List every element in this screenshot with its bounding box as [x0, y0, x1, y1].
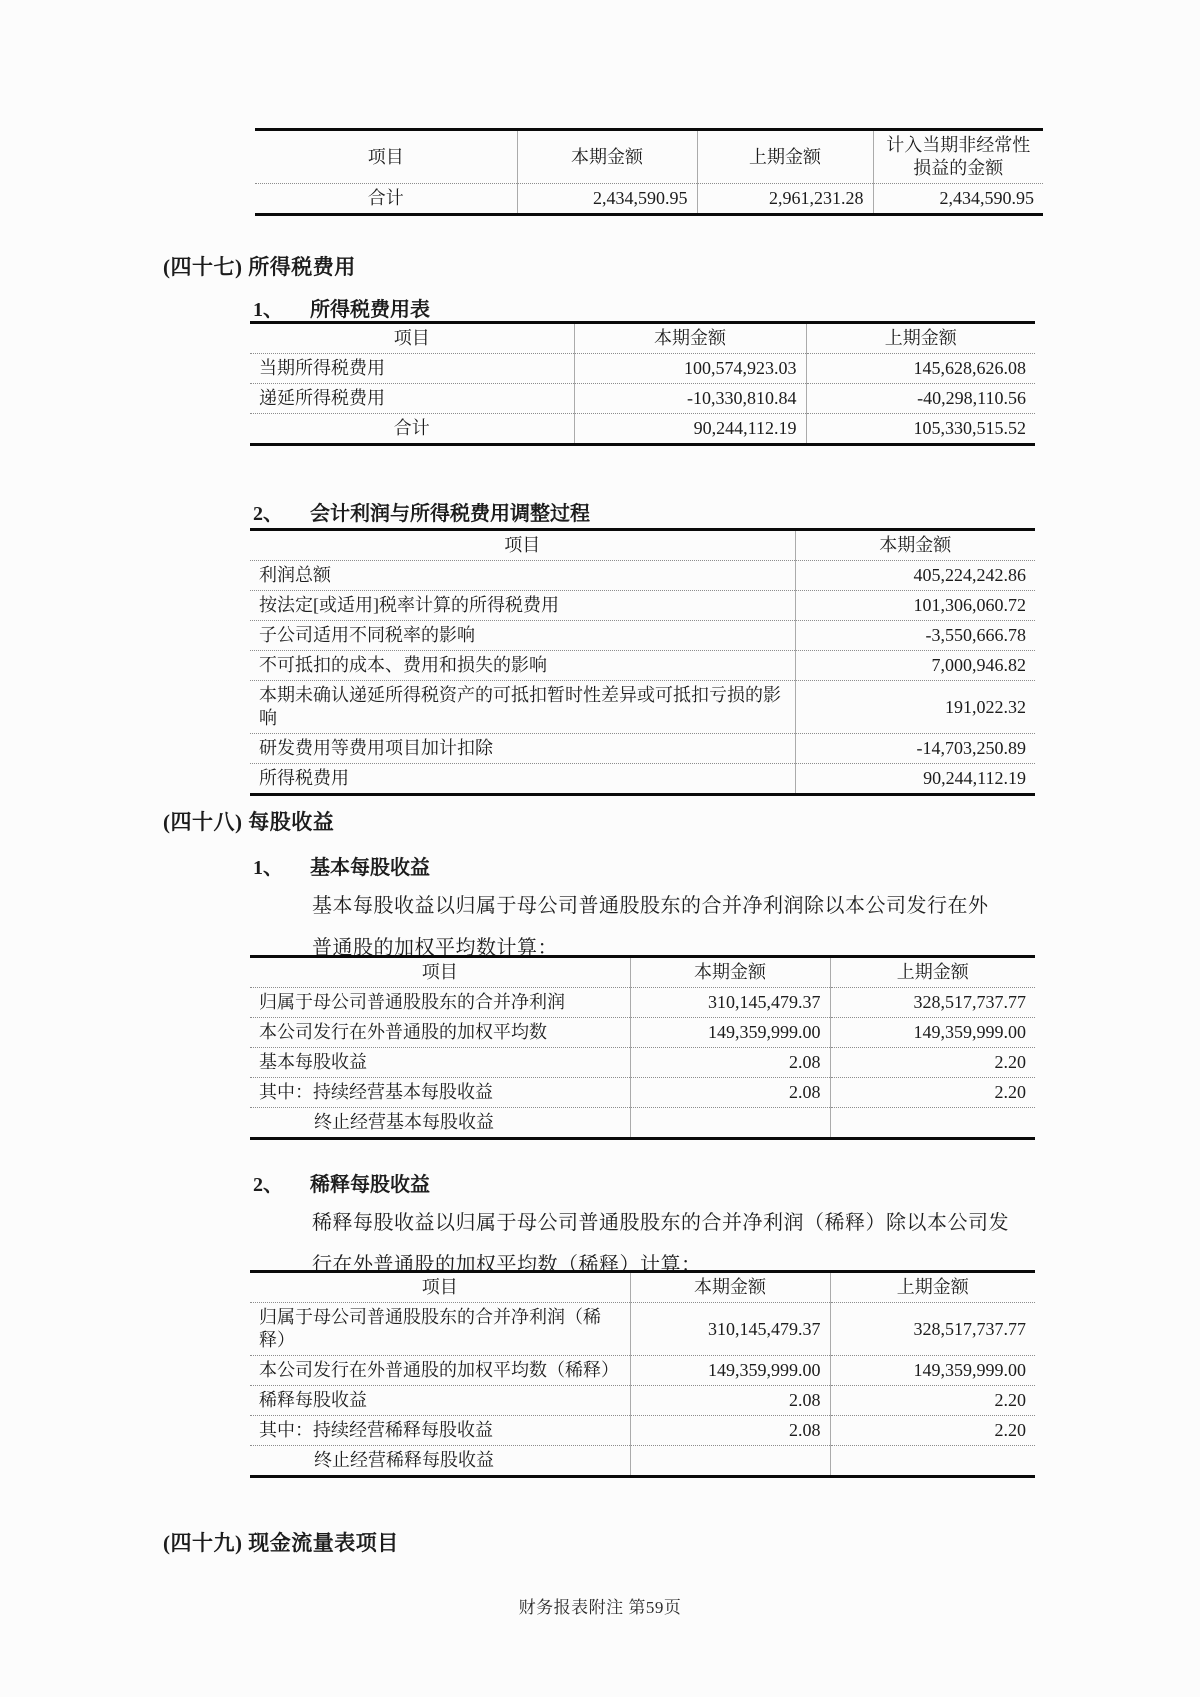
table-row — [250, 414, 1035, 445]
table-cell: 7,000,946.82 — [795, 651, 1035, 681]
table-body — [250, 1303, 1035, 1477]
table-cell: 研发费用等费用项目加计扣除 — [250, 734, 795, 764]
table-row — [250, 561, 1035, 591]
paragraph-line: 稀释每股收益以归属于母公司普通股股东的合并净利润（稀释）除以本公司发 — [312, 1212, 1009, 1234]
paragraph-line: 普通股的加权平均数计算： — [312, 937, 558, 959]
table-body — [250, 354, 1035, 445]
table-cell: 328,517,737.77 — [830, 988, 1035, 1018]
table-cell: 利润总额 — [250, 561, 795, 591]
table-cell: 310,145,479.37 — [630, 1303, 830, 1356]
table-cell: 按法定[或适用]税率计算的所得税费用 — [250, 591, 795, 621]
section-47-sub1-heading — [253, 293, 430, 322]
table-row — [250, 1356, 1035, 1386]
section-48-heading: (四十八) 每股收益 — [163, 810, 335, 834]
table-header-row — [250, 530, 1035, 561]
section-47-heading: (四十七) 所得税费用 — [163, 255, 356, 279]
subsection-number: 1、 — [253, 299, 283, 321]
column-header: 本期金额 — [574, 323, 806, 354]
table-cell — [830, 1446, 1035, 1477]
table-cell — [830, 1108, 1035, 1139]
table-cell: 310,145,479.37 — [630, 988, 830, 1018]
table-cell: 405,224,242.86 — [795, 561, 1035, 591]
table-cell: 当期所得税费用 — [250, 354, 574, 384]
column-header: 项目 — [393, 328, 430, 348]
table-cell: 不可抵扣的成本、费用和损失的影响 — [250, 651, 795, 681]
table-row — [250, 384, 1035, 414]
table-row — [250, 957, 1035, 988]
table-cell: 149,359,999.00 — [630, 1018, 830, 1048]
table-row — [250, 621, 1035, 651]
column-header: 项目 — [367, 146, 404, 167]
table-cell: 328,517,737.77 — [830, 1303, 1035, 1356]
table-cell: 149,359,999.00 — [830, 1018, 1035, 1048]
table-cell: 2,961,231.28 — [697, 184, 873, 215]
table-cell: 101,306,060.72 — [795, 591, 1035, 621]
column-header: 上期金额 — [806, 323, 1035, 354]
table-cell: 149,359,999.00 — [830, 1356, 1035, 1386]
column-header: 上期金额 — [830, 1272, 1035, 1303]
table-cell: 149,359,999.00 — [630, 1356, 830, 1386]
tax-reconciliation-table — [250, 528, 1035, 796]
table-cell: 基本每股收益 — [250, 1048, 630, 1078]
table-cell: 其中：持续经营稀释每股收益 — [250, 1416, 630, 1446]
table-cell: 191,022.32 — [795, 681, 1035, 734]
table-cell: 105,330,515.52 — [806, 414, 1035, 445]
table-cell: -3,550,666.78 — [795, 621, 1035, 651]
table-row — [250, 1108, 1035, 1139]
table-cell: 2.20 — [830, 1416, 1035, 1446]
table-cell: 合计 — [250, 414, 574, 445]
column-header: 项目 — [421, 962, 458, 982]
table-row — [250, 1272, 1035, 1303]
table-cell: 2.08 — [630, 1416, 830, 1446]
table-cell: 归属于母公司普通股股东的合并净利润（稀释） — [250, 1303, 630, 1356]
section-47-sub2-heading — [253, 497, 590, 526]
column-header: 项目 — [421, 1277, 458, 1297]
table-cell: 子公司适用不同税率的影响 — [250, 621, 795, 651]
subsection-number: 2、 — [253, 503, 283, 525]
table-header-row — [250, 957, 1035, 988]
table-cell: 所得税费用 — [250, 764, 795, 795]
table-header-row — [250, 1272, 1035, 1303]
table-cell: 100,574,923.03 — [574, 354, 806, 384]
table-cell: 145,628,626.08 — [806, 354, 1035, 384]
table-cell: 本公司发行在外普通股的加权平均数（稀释） — [250, 1356, 630, 1386]
subsection-number: 2、 — [253, 1174, 283, 1196]
table-cell: 90,244,112.19 — [795, 764, 1035, 795]
table-body — [250, 988, 1035, 1139]
table-cell: 2,434,590.95 — [517, 184, 697, 215]
table-row — [250, 1416, 1035, 1446]
table-cell: 归属于母公司普通股股东的合并净利润 — [250, 988, 630, 1018]
table-cell: 本公司发行在外普通股的加权平均数 — [250, 1018, 630, 1048]
subsection-title: 稀释每股收益 — [310, 1174, 430, 1196]
table-row — [250, 1018, 1035, 1048]
table-row — [250, 1303, 1035, 1356]
page-footer: 财务报表附注 第59页 — [518, 1598, 682, 1617]
table-row — [250, 1446, 1035, 1477]
table-row — [255, 184, 1043, 215]
table-header-row — [255, 130, 1043, 184]
table-body — [250, 561, 1035, 795]
subsection-title: 会计利润与所得税费用调整过程 — [310, 503, 590, 525]
table-cell: 90,244,112.19 — [574, 414, 806, 445]
nonrecurring-gains-table — [255, 128, 1043, 216]
table-cell: 终止经营基本每股收益 — [250, 1108, 630, 1139]
column-header: 本期金额 — [630, 1272, 830, 1303]
column-header: 本期金额 — [517, 130, 697, 184]
table-cell: 其中：持续经营基本每股收益 — [250, 1078, 630, 1108]
paragraph-line: 基本每股收益以归属于母公司普通股股东的合并净利润除以本公司发行在外 — [312, 895, 989, 917]
table-row — [250, 988, 1035, 1018]
table-cell: 2.08 — [630, 1048, 830, 1078]
paragraph-line: 行在外普通股的加权平均数（稀释）计算： — [312, 1254, 702, 1276]
table-row — [250, 1048, 1035, 1078]
table-cell: 2.08 — [630, 1386, 830, 1416]
table-cell: 2.20 — [830, 1386, 1035, 1416]
table-row — [250, 591, 1035, 621]
table-cell: 递延所得税费用 — [250, 384, 574, 414]
section-48-sub2-heading — [253, 1168, 430, 1197]
subsection-number: 1、 — [253, 857, 283, 879]
table-row — [250, 354, 1035, 384]
column-header: 项目 — [504, 535, 541, 555]
subsection-title: 所得税费用表 — [310, 299, 430, 321]
column-header: 本期金额 — [630, 957, 830, 988]
section-48-sub1-heading — [253, 851, 430, 880]
column-header: 计入当期非经常性损益的金额 — [873, 130, 1043, 184]
table-row — [255, 130, 1043, 184]
table-cell: 2.20 — [830, 1078, 1035, 1108]
table-header-row — [250, 323, 1035, 354]
table-cell: 稀释每股收益 — [250, 1386, 630, 1416]
table-cell: 合计 — [255, 184, 517, 215]
table-cell: 本期未确认递延所得税资产的可抵扣暂时性差异或可抵扣亏损的影响 — [250, 681, 795, 734]
table-cell — [630, 1446, 830, 1477]
diluted-eps-table — [250, 1270, 1035, 1478]
column-header: 上期金额 — [697, 130, 873, 184]
table-cell: -40,298,110.56 — [806, 384, 1035, 414]
basic-eps-table — [250, 955, 1035, 1140]
table-row — [250, 764, 1035, 795]
table-cell: 2,434,590.95 — [873, 184, 1043, 215]
table-row — [250, 681, 1035, 734]
table-cell: -10,330,810.84 — [574, 384, 806, 414]
table-cell: 2.08 — [630, 1078, 830, 1108]
subsection-title: 基本每股收益 — [310, 857, 430, 879]
table-body — [255, 184, 1043, 215]
table-row — [250, 530, 1035, 561]
column-header: 本期金额 — [795, 530, 1035, 561]
table-row — [250, 323, 1035, 354]
table-row — [250, 1078, 1035, 1108]
section-49-heading: (四十九) 现金流量表项目 — [163, 1531, 399, 1555]
income-tax-expense-table — [250, 321, 1035, 446]
table-row — [250, 651, 1035, 681]
table-cell: -14,703,250.89 — [795, 734, 1035, 764]
column-header: 上期金额 — [830, 957, 1035, 988]
table-cell — [630, 1108, 830, 1139]
table-cell: 2.20 — [830, 1048, 1035, 1078]
table-cell: 终止经营稀释每股收益 — [250, 1446, 630, 1477]
table-row — [250, 1386, 1035, 1416]
table-row — [250, 734, 1035, 764]
